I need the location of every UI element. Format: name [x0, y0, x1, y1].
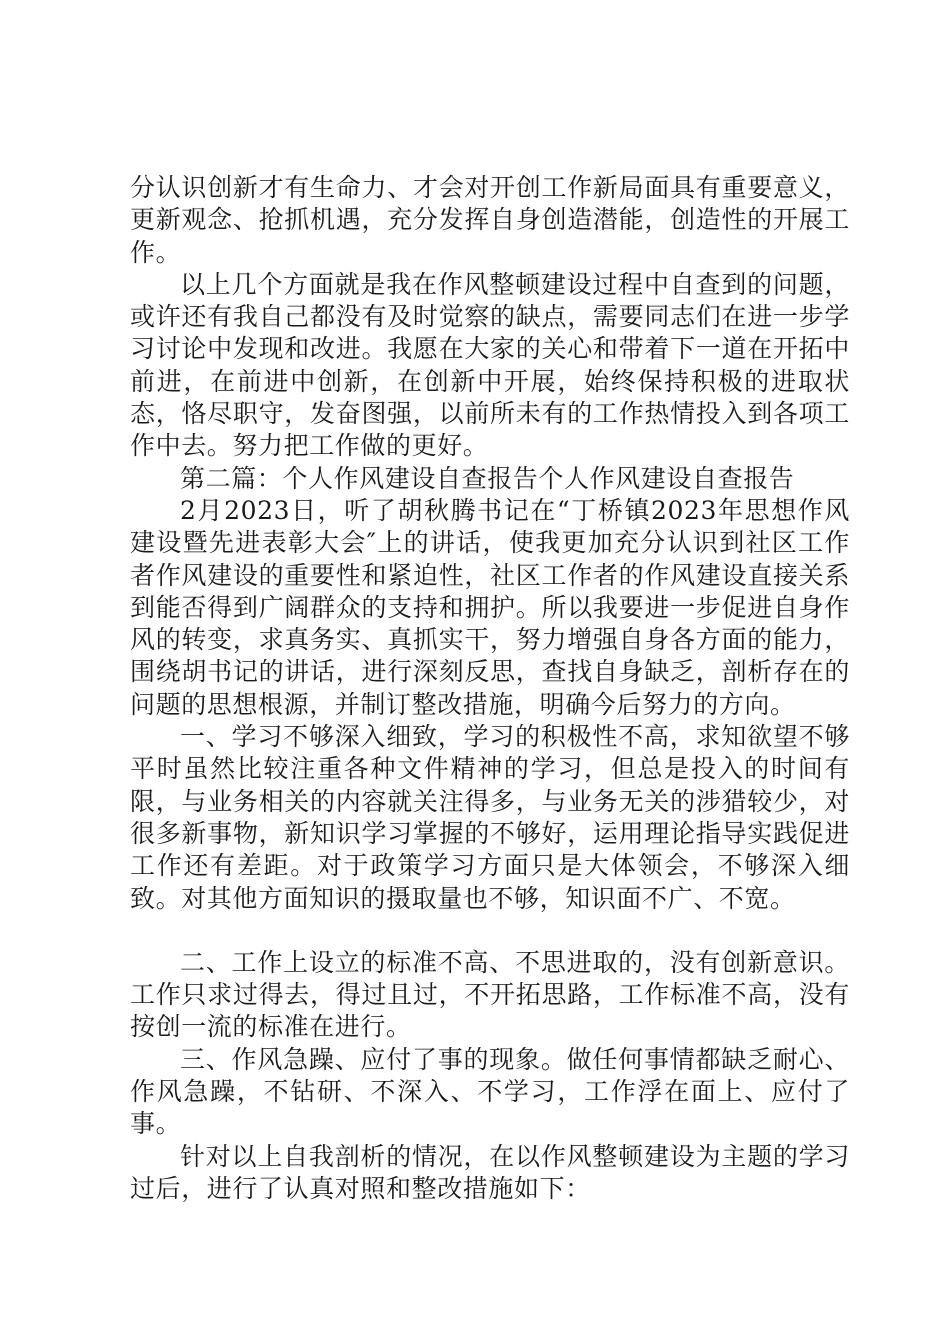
paragraph-measures: 针对以上自我剖析的情况，在以作风整顿建设为主题的学习过后，进行了认真对照和整改措施如下：	[130, 1141, 850, 1203]
paragraph-point-two: 二、工作上设立的标准不高、不思进取的，没有创新意识。工作只求过得去，得过且过，不开拓思路，工作标准不高，没有按创一流的标准在进行。	[130, 947, 850, 1042]
paragraph-summary: 以上几个方面就是我在作风整顿建设过程中自查到的问题，或许还有我自己都没有及时觉察的缺点，需要同志们在进一步学习讨论中发现和改进。我愿在大家的关心和带着下一道在开拓中前进，在前进中创新，在创新中开展，始终保持积极的进取状态，恪尽职守，发奋图强，以前所未有的工作热情投入到各项工作中去。努力把工作做的更好。	[130, 269, 850, 461]
paragraph-intro: 2月2023日，听了胡秋腾书记在“丁桥镇2023年思想作风建设暨先进表彰大会″上的讲话，使我更加充分认识到社区工作者作风建设的重要性和紧迫性，社区工作者的作风建设直接关系到能否得到广阔群众的支持和拥护。所以我要进一步促进自身作风的转变，求真务实、真抓实干，努力增强自身各方面的能力，围绕胡书记的讲话，进行深刻反思，查找自身缺乏，剖析存在的问题的思想根源，并制订整改措施，明确今后努力的方向。	[130, 495, 850, 719]
paragraph-point-one: 一、学习不够深入细致，学习的积极性不高，求知欲望不够平时虽然比较注重各种文件精神的学习，但总是投入的时间有限，与业务相关的内容就关注得多，与业务无关的涉猎较少，对很多新事物，新知识学习掌握的不够好，运用理论指导实践促进工作还有差距。对于政策学习方面只是大体领会，不够深入细致。对其他方面知识的摄取量也不够，知识面不广、不宽。	[130, 722, 850, 913]
section-heading: 第二篇：个人作风建设自查报告个人作风建设自查报告	[180, 463, 795, 493]
paragraph-point-three: 三、作风急躁、应付了事的现象。做任何事情都缺乏耐心、作风急躁，不钻研、不深入、不学习，工作浮在面上、应付了事。	[130, 1044, 850, 1139]
paragraph-continuation: 分认识创新才有生命力、才会对开创工作新局面具有重要意义，更新观念、抢抓机遇，充分发挥自身创造潜能，创造性的开展工作。	[130, 173, 850, 267]
document-page	[130, 172, 850, 1205]
